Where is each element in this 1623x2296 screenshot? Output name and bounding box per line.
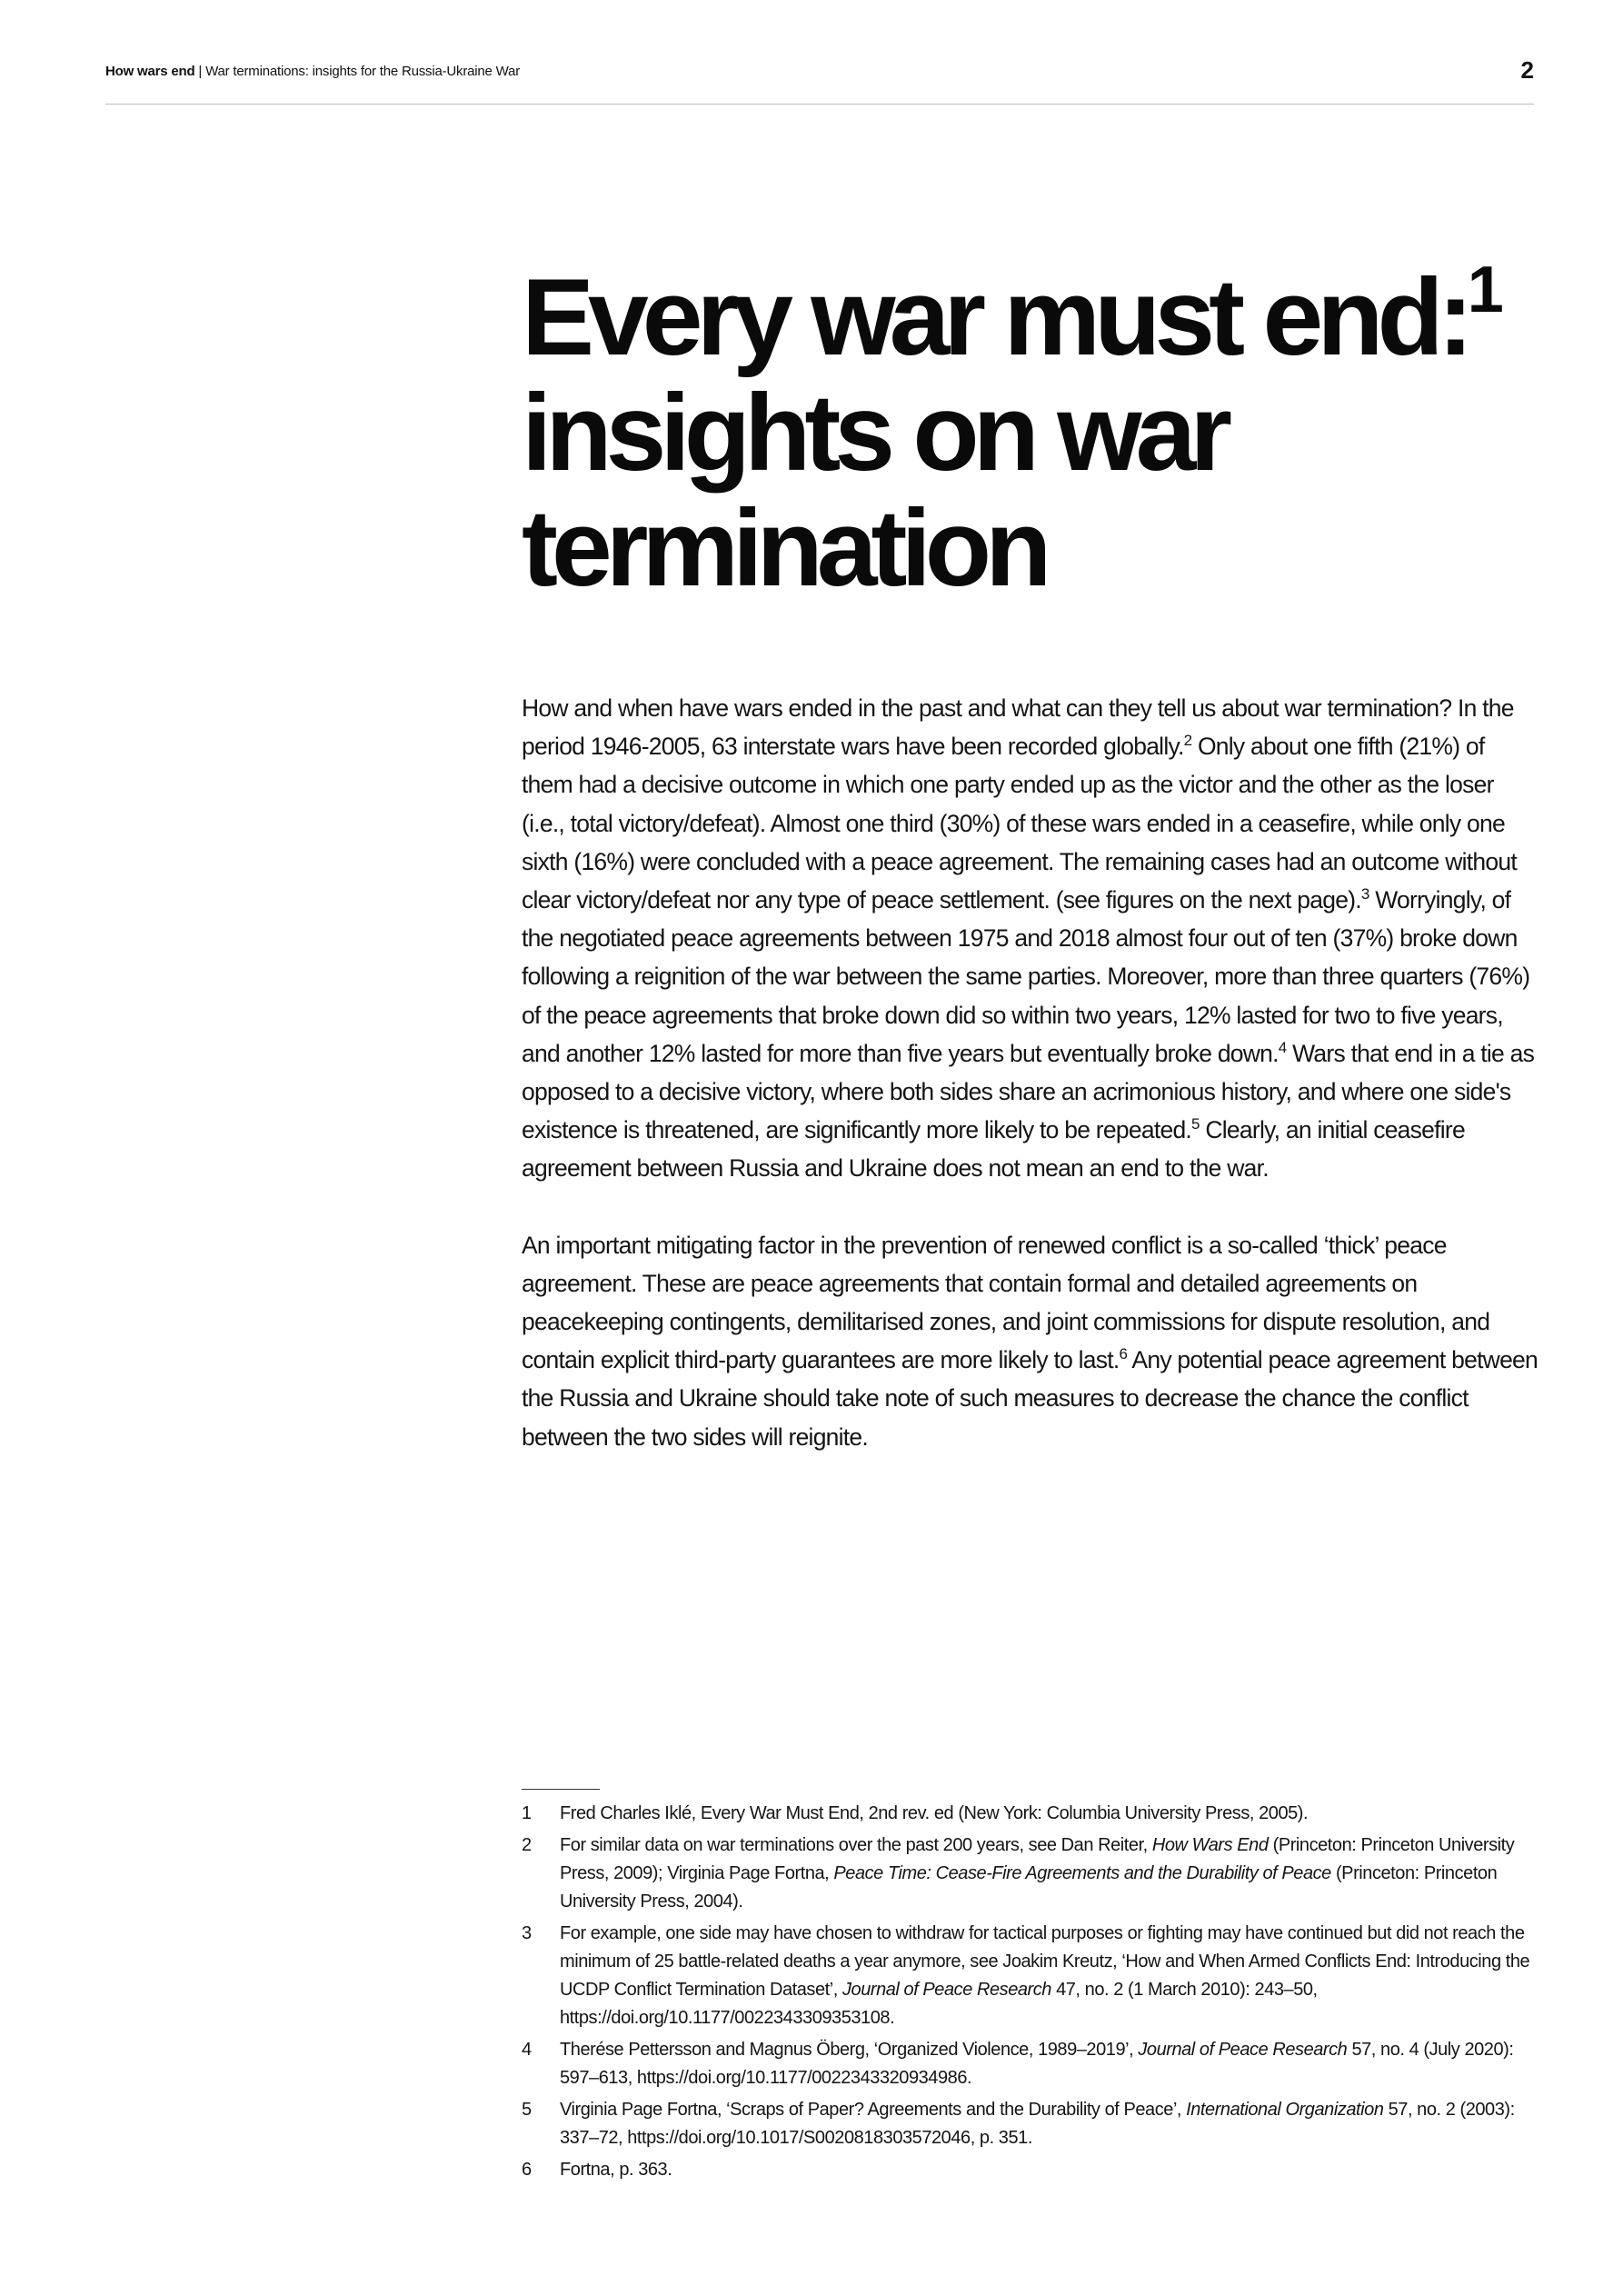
footnote-ref-2[interactable]: 2 [1183,732,1192,750]
footnote-text [560,1920,1532,2032]
fn2-text-e: (Princeton: Princeton University Press, 2004). [560,1863,1498,1912]
footnote-2 [522,1832,1532,1916]
footnote-3 [522,1920,1532,2032]
p1-text-4: Wars that end in a tie as opposed to a decisive victory, where both sides share an acrimonious history, and where one side's existence is threatened, are significantly more likely to be repeated. [522,1039,1535,1144]
footnote-number: 3 [522,1923,532,1943]
title-footnote-ref[interactable]: 1 [1467,254,1504,326]
footnote-divider [522,1789,600,1790]
footnote-ref-3[interactable]: 3 [1360,885,1369,903]
footnote-ref-4[interactable]: 4 [1278,1039,1287,1056]
page-title [522,238,1539,609]
footnote-number: 1 [522,1803,532,1823]
fn2-book-title: How Wars End [1151,1835,1269,1855]
fn5-text-c: 57, no. 2 (2003): 337–72, https://doi.org/10.1017/S0020818303572046, p. 351. [560,2100,1515,2148]
footnote-text [560,2096,1532,2152]
fn5-journal: International Organization [1186,2100,1384,2120]
footnote-text [560,2036,1532,2092]
footnote-number: 2 [522,1835,532,1855]
fn5-text-a: Virginia Page Fortna, ‘Scraps of Paper? Agreements and the Durability of Peace’, [560,2100,1187,2120]
footnote-ref-5[interactable]: 5 [1191,1115,1200,1133]
page-header [105,56,1534,105]
title-line-2: insights on war [522,372,1227,494]
fn2-text-c: (Princeton: Princeton University Press, 2009); Virginia Page Fortna, [560,1835,1515,1883]
footnote-ref-6[interactable]: 6 [1119,1345,1128,1363]
fn3-journal: Journal of Peace Research [841,1980,1051,2000]
footnote-number: 4 [522,2040,532,2060]
fn4-journal: Journal of Peace Research [1138,2040,1348,2060]
page-number: 2 [1520,56,1534,84]
p1-text-2: Only about one fifth (21%) of them had a decisive outcome in which one party ended up as the victor and the other as the loser (i.e., total victory/defeat). Almost one third (30%) of these wars ended in a ceasefire, while only one sixth (16%) were concluded with a peace agreement. The remaining cases had an outcome without clear victory/defeat nor any type of peace settlement. (see figures on the next page). [522,733,1517,914]
footnote-4 [522,2036,1532,2092]
footnote-number: 6 [522,2160,532,2180]
running-title-bold: How wars end [105,64,195,79]
fn2-book-title-2: Peace Time: Cease-Fire Agreements and the Durability of Peace [833,1863,1331,1883]
p2-text-1: An important mitigating factor in the prevention of renewed conflict is a so-called ‘thick’ peace agreement. These are peace agreements that contain formal and detailed agreements on peacekeeping contingents, demilitarised zones, and joint commissions for dispute resolution, and contain explicit third-party guarantees are more likely to last. [522,1231,1490,1374]
footnote-5 [522,2096,1532,2152]
footnote-text: Fred Charles Iklé, Every War Must End, 2nd rev. ed (New York: Columbia University Press, 2005). [560,1803,1309,1823]
running-title-rest: | War terminations: insights for the Russia-Ukraine War [194,64,520,79]
footnote-number: 5 [522,2100,532,2120]
fn4-text-a: Therése Pettersson and Magnus Öberg, ‘Organized Violence, 1989–2019’, [560,2040,1139,2060]
paragraph-2 [522,1226,1539,1456]
footnote-text [560,1832,1532,1916]
fn3-text-c: 47, no. 2 (1 March 2010): 243–50, https://doi.org/10.1177/0022343309353108. [560,1980,1318,2028]
fn3-text-a: For example, one side may have chosen to withdraw for tactical purposes or fighting may have continued but did not reach the minimum of 25 battle-related deaths a year anymore, see Joakim Kreutz, ‘How and When Armed Conflicts End: Introducing the UCDP Conflict Termination Dataset’, [560,1923,1530,2000]
body-text [522,689,1539,1494]
p1-text-1: How and when have wars ended in the past and what can they tell us about war termination? In the period 1946-2005, 63 interstate wars have been recorded globally. [522,694,1514,761]
p2-text-2: Any potential peace agreement between the Russia and Ukraine should take note of such measures to decrease the chance the conflict between the two sides will reignite. [522,1346,1538,1451]
running-title [105,64,520,79]
footnote-6 [522,2156,1532,2184]
title-line-1: Every war must end: [522,256,1468,378]
p1-text-5: Clearly, an initial ceasefire agreement between Russia and Ukraine does not mean an end to the war. [522,1116,1465,1183]
footnotes [522,1800,1532,2188]
fn2-text-a: For similar data on war terminations over the past 200 years, see Dan Reiter, [560,1835,1152,1855]
footnote-text: Fortna, p. 363. [560,2160,672,2180]
title-line-3: termination [522,487,1046,609]
p1-text-3: Worryingly, of the negotiated peace agreements between 1975 and 2018 almost four out of ten (37%) broke down following a reignition of the war between the same parties. Moreover, more than three quarters (76%) of the peace agreements that broke down did so within two years, 12% lasted for two to five years, and another 12% lasted for more than five years but eventually broke down. [522,886,1530,1067]
fn4-text-c: 57, no. 4 (July 2020): 597–613, https://doi.org/10.1177/0022343320934986. [560,2040,1514,2088]
paragraph-1 [522,689,1539,1188]
footnote-1 [522,1800,1532,1828]
